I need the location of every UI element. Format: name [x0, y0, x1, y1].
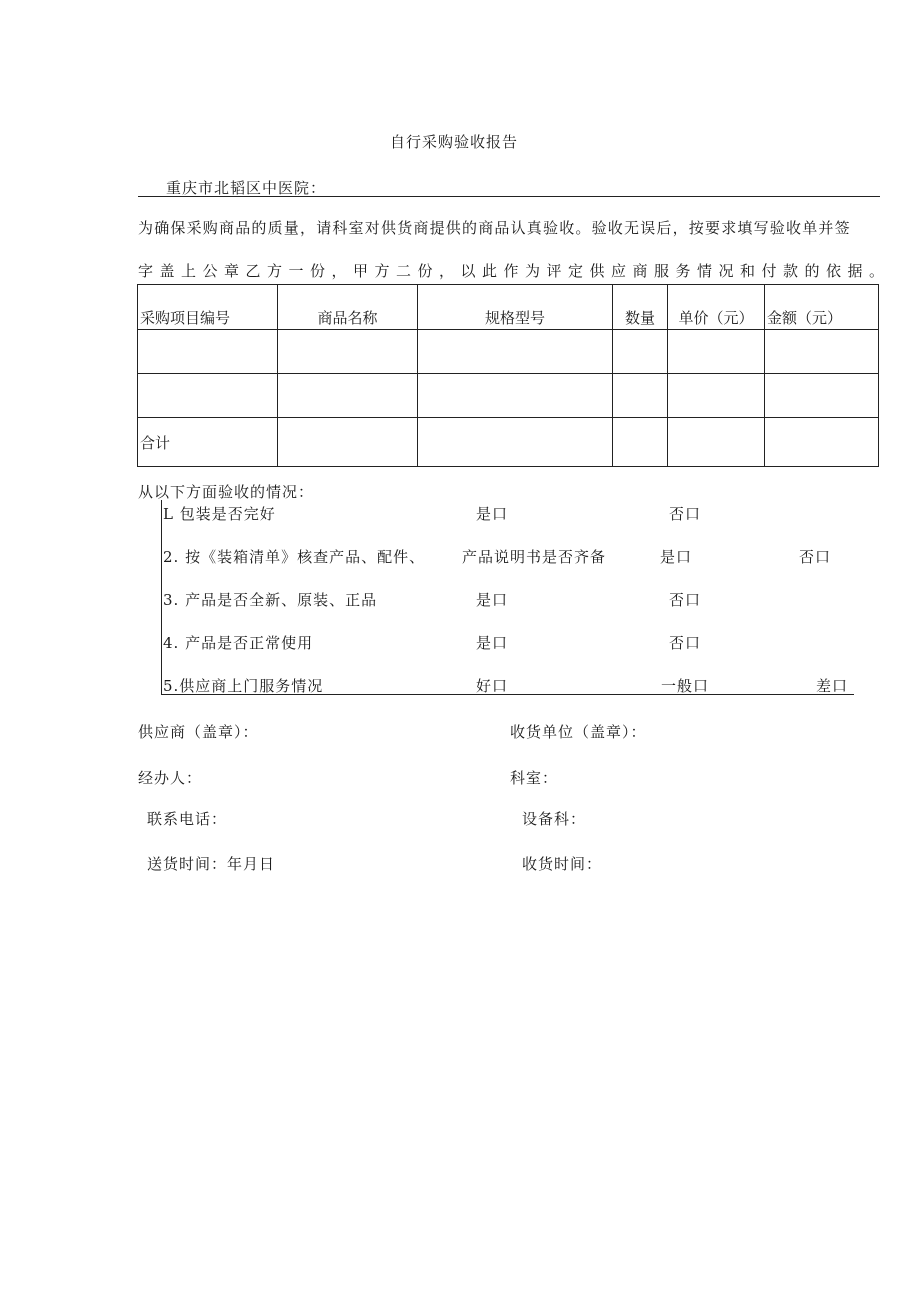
supplier-seal-label: 供应商（盖章）：	[138, 723, 259, 741]
cell-total-quantity[interactable]	[613, 418, 668, 467]
cell-project-no[interactable]	[138, 374, 278, 418]
cell-spec-model[interactable]	[418, 374, 613, 418]
cell-total-unit-price[interactable]	[668, 418, 765, 467]
items-table	[137, 284, 879, 467]
col-header-spec-model: 规格型号	[418, 285, 613, 330]
inspection-heading: 从以下方面验收的情况：	[138, 483, 315, 501]
table-row	[138, 374, 879, 418]
col-header-project-no: 采购项目编号	[138, 285, 278, 330]
cell-amount[interactable]	[765, 330, 879, 374]
cell-spec-model[interactable]	[418, 330, 613, 374]
equipment-dept-label: 设备科：	[522, 810, 587, 828]
intro-line-1: 为确保采购商品的质量，请科室对供货商提供的商品认真验收。验收无误后，按要求填写验收单并签	[138, 219, 851, 237]
cell-product-name[interactable]	[278, 330, 418, 374]
cell-project-no[interactable]	[138, 330, 278, 374]
option-poor-checkbox[interactable]: 差口	[816, 677, 849, 695]
handler-label: 经办人：	[138, 769, 203, 787]
cell-total-product-name[interactable]	[278, 418, 418, 467]
page-title: 自行采购验收报告	[389, 133, 518, 151]
recipient-line: 重庆市北韬区中医院：	[166, 179, 327, 197]
cell-unit-price[interactable]	[668, 374, 765, 418]
inspection-item-label: 5.供应商上门服务情况	[163, 677, 324, 695]
table-header-row	[138, 285, 879, 330]
option-yes-checkbox[interactable]: 是口	[476, 591, 509, 609]
receive-time-label: 收货时间：	[522, 855, 603, 873]
option-no-checkbox[interactable]: 否口	[799, 548, 832, 566]
cell-quantity[interactable]	[613, 330, 668, 374]
receiver-seal-label: 收货单位（盖章）：	[510, 723, 647, 741]
option-yes-checkbox[interactable]: 是口	[476, 634, 509, 652]
inspection-item-label-extra: 产品说明书是否齐备	[462, 548, 607, 566]
cell-total-spec-model[interactable]	[418, 418, 613, 467]
department-label: 科室：	[510, 769, 559, 787]
option-yes-checkbox[interactable]: 是口	[660, 548, 693, 566]
header-divider	[138, 196, 880, 197]
option-no-checkbox[interactable]: 否口	[669, 591, 702, 609]
option-no-checkbox[interactable]: 否口	[669, 634, 702, 652]
col-header-unit-price: 单价（元）	[668, 285, 765, 330]
cell-total-amount[interactable]	[765, 418, 879, 467]
inspection-item-label: 3. 产品是否全新、原装、正品	[163, 591, 378, 609]
table-total-row	[138, 418, 879, 467]
delivery-time-label: 送货时间：年月日	[147, 855, 276, 873]
option-no-checkbox[interactable]: 否口	[669, 505, 702, 523]
col-header-amount: 金额（元）	[765, 285, 879, 330]
inspection-item-label: 2. 按《装箱清单》核查产品、配件、	[163, 548, 426, 566]
inspection-checklist	[161, 500, 854, 695]
col-header-product-name: 商品名称	[278, 285, 418, 330]
option-yes-checkbox[interactable]: 是口	[476, 505, 509, 523]
cell-unit-price[interactable]	[668, 330, 765, 374]
total-label: 合计	[138, 418, 278, 467]
inspection-item-label: L 包装是否完好	[163, 505, 276, 523]
phone-label: 联系电话：	[147, 810, 228, 828]
cell-product-name[interactable]	[278, 374, 418, 418]
option-good-checkbox[interactable]: 好口	[476, 677, 509, 695]
inspection-item-label: 4. 产品是否正常使用	[163, 634, 314, 652]
table-row	[138, 330, 879, 374]
cell-amount[interactable]	[765, 374, 879, 418]
option-average-checkbox[interactable]: 一般口	[661, 677, 710, 695]
intro-line-2: 字盖上公章乙方一份，甲方二份，以此作为评定供应商服务情况和付款的依据。	[138, 262, 891, 280]
col-header-quantity: 数量	[613, 285, 668, 330]
cell-quantity[interactable]	[613, 374, 668, 418]
